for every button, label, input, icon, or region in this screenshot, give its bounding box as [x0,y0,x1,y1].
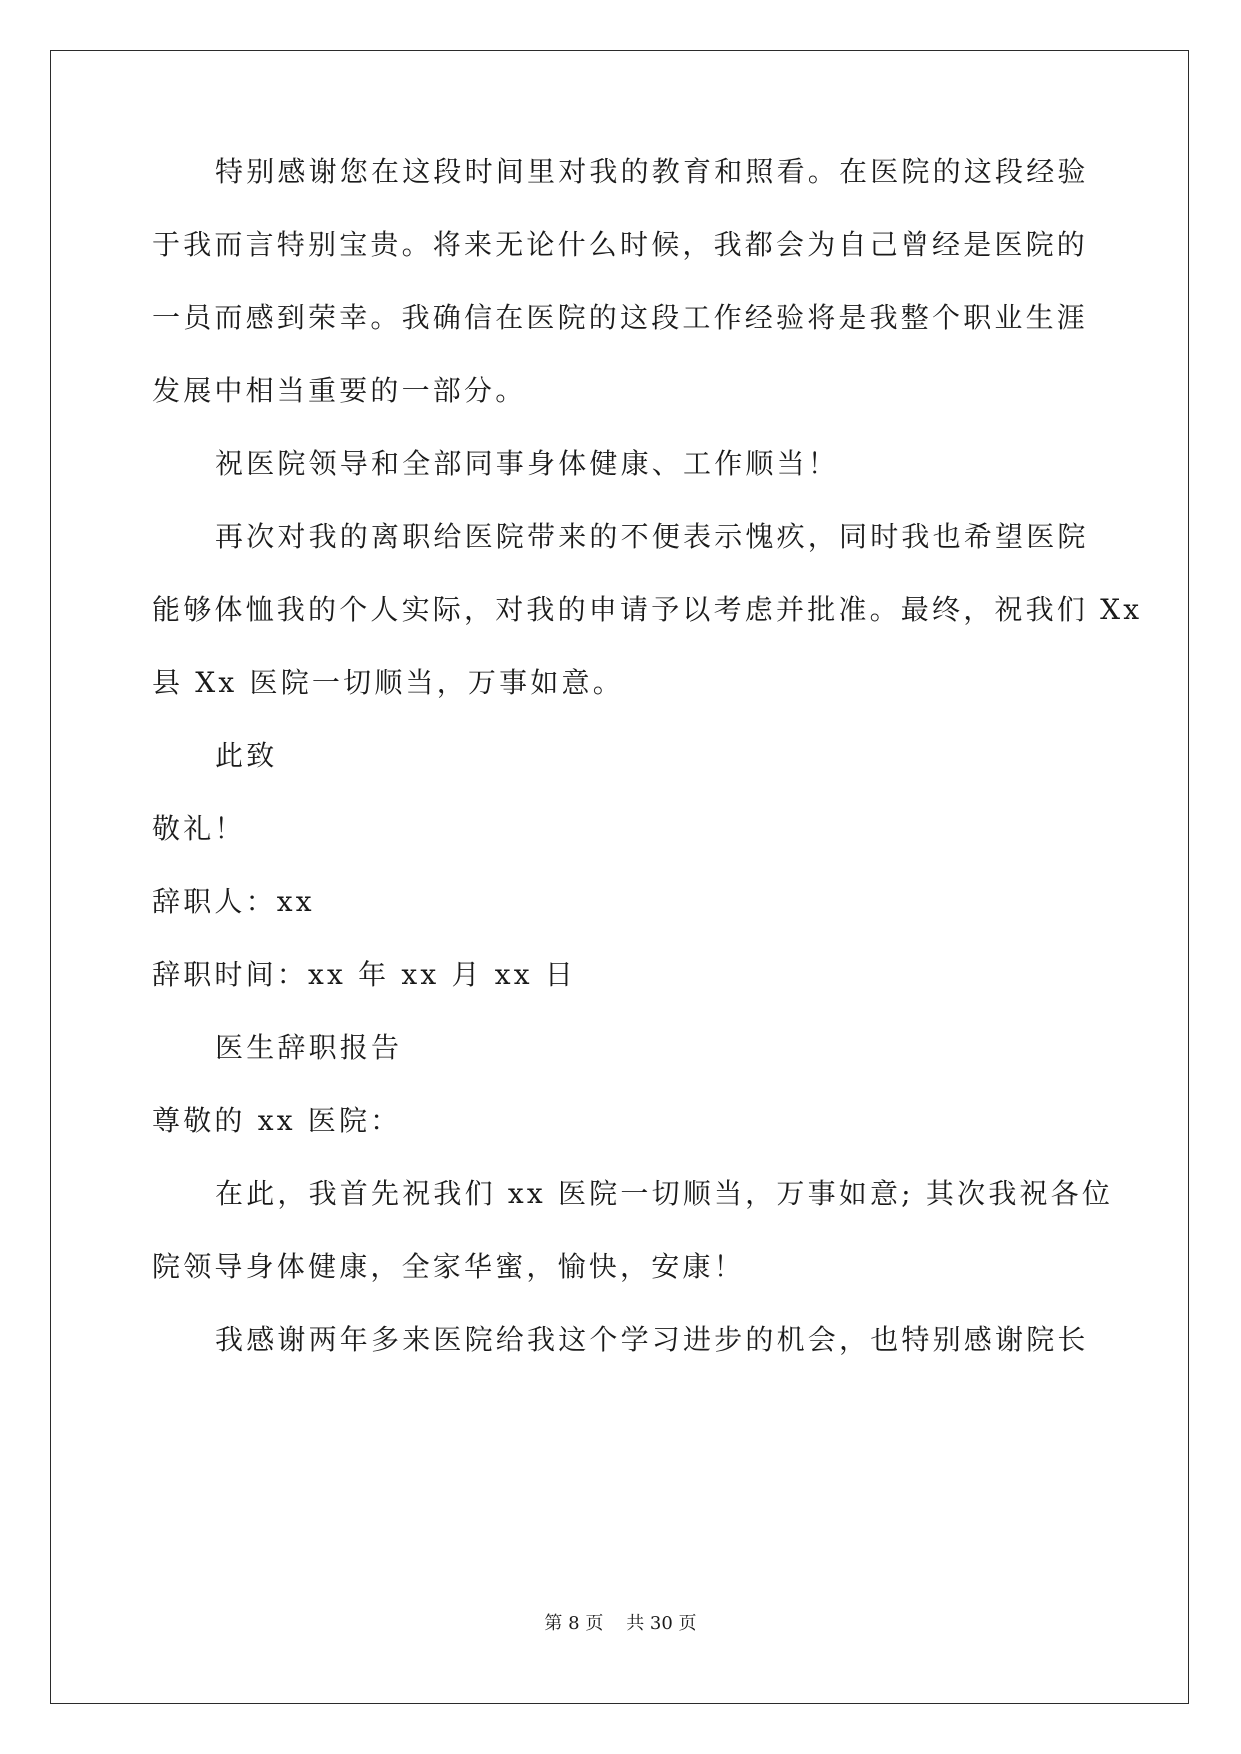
date-line: 辞职时间：xx 年 xx 月 xx 日 [152,958,577,991]
paragraph-line: 再次对我的离职给医院带来的不便表示愧疚，同时我也希望医院 [215,520,1089,553]
addressee-line: 尊敬的 xx 医院： [152,1104,402,1137]
paragraph-line: 祝医院领导和全部同事身体健康、工作顺当！ [215,447,840,480]
page-number-footer: 第 8 页 共 30 页 [544,1613,697,1634]
paragraph-line: 在此，我首先祝我们 xx 医院一切顺当，万事如意; 其次我祝各位 [215,1177,1114,1210]
paragraph-line: 院领导身体健康，全家华蜜，愉快，安康！ [152,1250,745,1283]
paragraph-line: 特别感谢您在这段时间里对我的教育和照看。在医院的这段经验 [215,155,1089,188]
paragraph-line: 县 Xx 医院一切顺当，万事如意。 [152,666,624,699]
salutation-line: 敬礼！ [152,812,246,845]
paragraph-line: 发展中相当重要的一部分。 [152,374,527,407]
closing-line: 此致 [215,739,278,772]
paragraph-line: 于我而言特别宝贵。将来无论什么时候，我都会为自己曾经是医院的 [152,228,1089,261]
section-title: 医生辞职报告 [215,1031,403,1064]
paragraph-line: 我感谢两年多来医院给我这个学习进步的机会，也特别感谢院长 [215,1323,1089,1356]
paragraph-line: 一员而感到荣幸。我确信在医院的这段工作经验将是我整个职业生涯 [152,301,1089,334]
paragraph-line: 能够体恤我的个人实际，对我的申请予以考虑并批准。最终，祝我们 Xx [152,593,1143,626]
signer-line: 辞职人：xx [152,885,315,918]
